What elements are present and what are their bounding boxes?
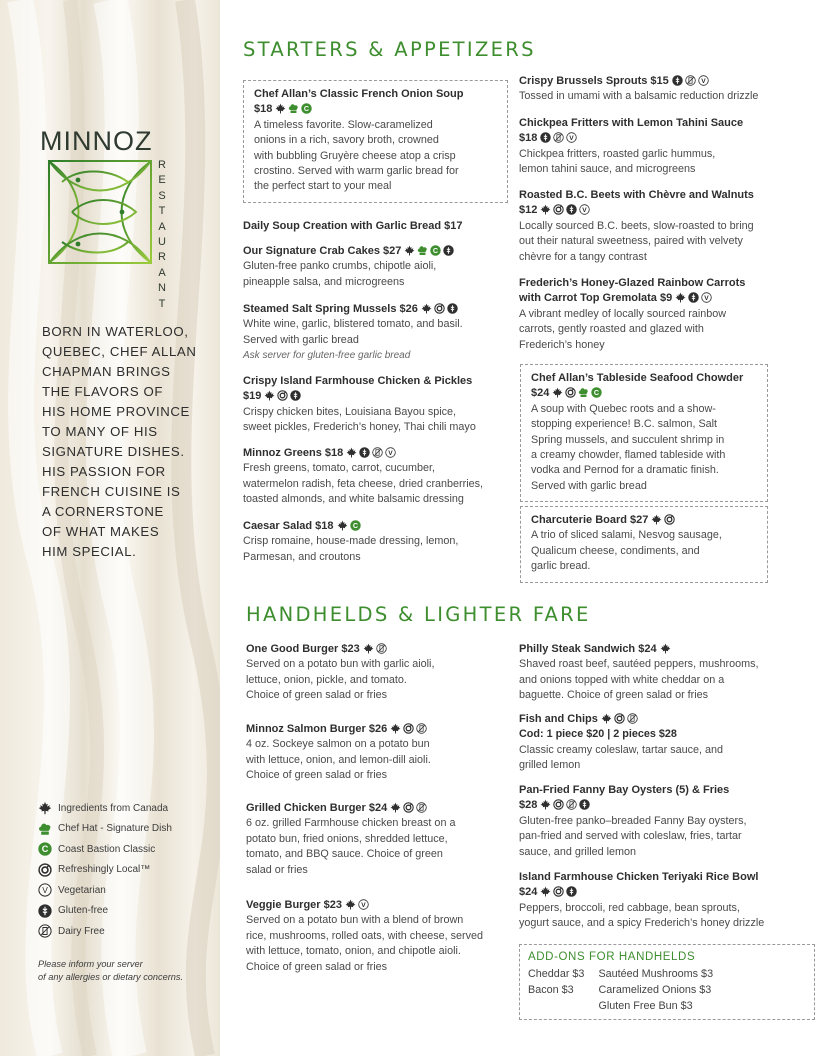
logo-wordmark: MINNOZ [40,126,153,156]
menu-item-teriyaki [519,870,809,932]
refreshingly-local-icon [38,863,52,877]
vegetarian-icon [358,899,369,910]
menu-item-fish-chips [519,712,809,774]
item-name-line: with Carrot Top Gremolata $9 V [519,291,809,306]
diet-icons [390,802,427,813]
diet-icons [540,886,577,897]
item-description [519,657,809,703]
menu-item-burger [246,642,511,704]
item-description [243,534,513,565]
svg-text:V: V [388,449,393,457]
coast-bastion-icon [301,103,312,114]
item-name [246,801,511,816]
item-price: $28 [519,798,809,813]
refreshingly-local-icon [614,713,625,724]
item-name-line: Crispy Island Farmhouse Chicken & Pickles [243,375,473,387]
vegetarian-icon [566,132,577,143]
diet-icons [337,520,361,531]
item-name [519,783,809,814]
diet-icons [601,713,638,724]
item-name [519,74,809,89]
item-name [519,870,809,901]
item-name [254,87,499,118]
maple-leaf-icon [264,390,275,401]
menu-item-daily-soup [243,219,513,234]
maple-leaf-icon [345,899,356,910]
item-name [519,188,809,219]
logo-restaurant-vertical: R E S T A U R A N T [158,159,166,310]
item-description-line: Served on a potato bun with a blend of brown [246,914,464,927]
item-description [243,317,513,348]
fish-logo-icon [48,160,152,264]
vegetarian-icon [698,75,709,86]
item-name [243,446,513,461]
diet-icons [660,643,671,654]
legend-item: Refreshingly Local™ [38,860,218,881]
gluten-free-icon [447,303,458,314]
item-name [519,712,809,727]
icon-legend [38,798,218,942]
maple-leaf-icon [404,245,415,256]
item-name [243,302,513,317]
item-description [519,901,809,932]
gluten-free-icon [38,904,52,918]
item-description [519,89,809,104]
diet-icons [264,390,301,401]
maple-leaf-icon [390,723,401,734]
addon-item: Bacon $3 [528,984,574,996]
item-description-line: vodka and Pernod for a dramatic finish. [531,464,719,477]
item-description-line: rice, mushrooms, rolled oats, with cheese, served [246,929,484,942]
item-description [243,405,513,436]
item-description-line: lemon tahini sauce, and microgreens [519,163,696,176]
item-name-line: Crispy Brussels Sprouts $15 V [519,74,809,89]
menu-item-crab-cakes [243,244,513,290]
gluten-free-icon [540,132,551,143]
item-description [519,814,809,860]
item-description [519,147,809,178]
item-name-line: Veggie Burger $23 V [246,898,516,913]
sidebar-panel [0,0,220,1056]
addons-list [528,967,806,1014]
item-name [246,642,511,657]
svg-text:C: C [41,844,49,855]
diet-icons [346,447,396,458]
item-name [246,722,511,737]
gluten-free-icon [290,390,301,401]
refreshingly-local-icon [434,303,445,314]
svg-text:V: V [569,135,575,143]
item-description-line: crostino. Served with warm garlic bread for [254,165,459,178]
coast-bastion-icon [591,387,602,398]
item-name [243,374,513,405]
refreshingly-local-icon [553,886,564,897]
menu-item-beets [519,188,809,265]
item-price: $18 V [519,131,809,146]
item-size-prices: Cod: 1 piece $20 | 2 pieces $28 [519,728,677,741]
menu-item-chickpea [519,116,809,178]
item-description-line: Choice of green salad or fries [246,689,388,702]
svg-text:V: V [582,207,588,215]
item-description-line: salad or fries [246,863,308,876]
dairy-free-icon [372,447,383,458]
item-description-line: Frederich’s honey [519,338,605,351]
item-description-line: Served on a potato bun with garlic aioli, [246,658,435,671]
gluten-free-icon [566,204,577,215]
item-name [519,116,809,147]
addons-title: ADD-ONS FOR HANDHELDS [528,951,696,963]
item-description-line: onions in a rich, savory broth, crowned [254,134,439,147]
refreshingly-local-icon [664,514,675,525]
menu-item-greens [243,446,513,508]
item-description-line: Gluten-free panko–breaded Fanny Bay oysters, [519,814,747,827]
item-name-line: Daily Soup Creation with Garlic Bread $17 [243,220,463,232]
vegetarian-icon [38,883,52,897]
maple-leaf-icon [38,801,52,815]
maple-leaf-icon [651,514,662,525]
addon-item: Caramelized Onions $3 [598,984,712,996]
svg-text:C: C [352,521,358,530]
item-description-line: chèvre for a tangy contrast [519,250,647,263]
item-description-line: Crisp romaine, house-made dressing, lemon, [243,535,459,548]
item-name-line: Roasted B.C. Beets with Chèvre and Walnuts [519,189,754,201]
item-description-line: A soup with Quebec roots and a show- [531,402,716,415]
item-name [531,371,759,402]
legend-item: Dairy Free [38,921,218,942]
item-description-line: Peppers, broccoli, red cabbage, bean sprouts, [519,901,740,914]
item-description [246,816,511,878]
diet-icons [552,387,602,398]
dairy-free-icon [376,643,387,654]
addons-box [519,944,815,1020]
item-description-line: sauce, and grilled lemon [519,845,637,858]
item-description [243,461,513,507]
item-price: $18 C [254,102,499,117]
item-name-line: Our Signature Crab Cakes $27 C [243,244,513,259]
item-name-line: Charcuterie Board $27 [531,513,759,528]
item-name-line: Caesar Salad $18 C [243,519,513,534]
dairy-free-icon [38,924,52,938]
maple-leaf-icon [540,204,551,215]
svg-text:C: C [433,246,439,255]
vegetarian-icon [701,292,712,303]
item-name-line: Grilled Chicken Burger $24 [246,801,511,816]
item-description-line: watermelon radish, feta cheese, dried cranberries, [243,477,484,490]
item-description-line: A vibrant medley of locally sourced rainbow [519,307,727,320]
item-description-line: out their natural sweetness, paired with velvety [519,235,743,248]
item-description-line: and onions topped with white cheddar on a [519,673,725,686]
item-name [243,519,513,534]
item-description-line: Gluten-free panko crumbs, chipotle aioli, [243,260,437,273]
legend-item: Ingredients from Canada [38,798,218,819]
item-price: $24 C [531,386,759,401]
svg-text:V: V [701,77,706,85]
item-name-line: Steamed Salt Spring Mussels $26 [243,302,513,317]
legend-item: C Coast Bastion Classic [38,839,218,860]
starters-heading: STARTERS & APPETIZERS [243,38,536,61]
item-name-line: Island Farmhouse Chicken Teriyaki Rice Bowl [519,871,759,883]
item-price: $19 [243,389,513,404]
maple-leaf-icon [363,643,374,654]
menu-item-oysters [519,783,809,860]
item-description-line: Tossed in umami with a balsamic reduction drizzle [519,90,759,103]
item-note: Ask server for gluten-free garlic bread [243,350,411,362]
item-description [246,913,516,975]
menu-item-brussels [519,74,809,105]
gluten-free-icon [359,447,370,458]
handhelds-heading: HANDHELDS & LIGHTER FARE [246,603,591,626]
item-name [519,276,809,307]
item-price: $12 V [519,203,809,218]
coast-bastion-icon [430,245,441,256]
diet-icons [672,75,709,86]
refreshingly-local-icon [403,723,414,734]
legend-item: V Vegetarian [38,880,218,901]
refreshingly-local-icon [403,802,414,813]
menu-item-chowder [520,364,768,502]
item-description [246,737,511,783]
item-description-line: A timeless favorite. Slow-caramelized [254,118,433,131]
item-description-line: Shaved roast beef, sautéed peppers, mushrooms, [519,658,759,671]
addon-item: Cheddar $3 [528,968,585,981]
item-name-line: Chef Allan’s Tableside Seafood Chowder [531,372,744,384]
gluten-free-icon [566,886,577,897]
item-name-line: Frederich’s Honey-Glazed Rainbow Carrots [519,277,746,289]
maple-leaf-icon [675,292,686,303]
maple-leaf-icon [346,447,357,458]
allergy-note: Please inform your server of any allergies or dietary concerns. [38,959,184,982]
diet-icons [390,723,427,734]
item-description-line: toasted almonds, and white balsamic dressing [243,493,464,506]
dairy-free-icon [627,713,638,724]
maple-leaf-icon [390,802,401,813]
item-description-line: with lettuce, onion, and lemon-dill aioli. [246,753,431,766]
chef-hat-icon [417,245,428,256]
dairy-free-icon [685,75,696,86]
restaurant-logo [40,126,175,310]
item-description [519,219,809,265]
item-name-line: Minnoz Greens $18 V [243,446,513,461]
item-description-line: Served with garlic bread [531,479,647,492]
diet-icons [404,245,454,256]
dairy-free-icon [416,802,427,813]
dairy-free-icon [566,799,577,810]
item-description-line: potato bun, fried onions, shredded lettuce, [246,832,448,845]
item-description-line: the perfect start to your meal [254,180,392,193]
item-description-line: Served with garlic bread [243,333,359,346]
diet-icons [651,514,675,525]
menu-item-mussels [243,302,513,364]
diet-icons [363,643,387,654]
maple-leaf-icon [540,886,551,897]
item-description-line: Qualicum cheese, condiments, and [531,544,700,557]
item-description [519,307,809,353]
refreshingly-local-icon [553,799,564,810]
item-description-line: a creamy chowder, flamed tableside with [531,449,726,462]
gluten-free-icon [443,245,454,256]
menu-item-caesar [243,519,513,565]
item-description-line: Locally sourced B.C. beets, slow-roasted to bring [519,219,754,232]
svg-text:V: V [704,295,709,303]
item-name [246,898,516,913]
dairy-free-icon [553,132,564,143]
menu-item-salmon-burger [246,722,511,784]
item-description-line: 4 oz. Sockeye salmon on a potato bun [246,738,430,751]
item-description-line: Crispy chicken bites, Louisiana Bayou spice, [243,405,457,418]
item-description [531,402,759,494]
svg-text:C: C [304,105,310,114]
diet-icons [540,132,577,143]
item-name-line: Chickpea Fritters with Lemon Tahini Sauce [519,117,744,129]
item-description-line: lettuce, onion, pickle, and tomato. [246,673,407,686]
diet-icons [540,204,590,215]
gluten-free-icon [688,292,699,303]
item-description-line: pineapple salsa, and microgreens [243,275,405,288]
diet-icons [345,899,369,910]
menu-item-chicken-pickles [243,374,513,436]
diet-icons [540,799,590,810]
item-name [531,513,759,528]
item-description-line: with bubbling Gruyère cheese atop a crisp [254,149,456,162]
item-name-line: Philly Steak Sandwich $24 [519,642,809,657]
item-price: $24 [519,885,809,900]
maple-leaf-icon [660,643,671,654]
item-name [519,642,809,657]
item-description-line: Choice of green salad or fries [246,769,388,782]
item-description-line: yogurt sauce, and a spicy Frederich’s honey drizzle [519,917,765,930]
item-description-line: Classic creamy coleslaw, tartar sauce, and [519,743,724,756]
addon-item: Sautéed Mushrooms $3 [598,968,714,981]
refreshingly-local-icon [553,204,564,215]
item-name-line: Minnoz Salmon Burger $26 [246,722,511,737]
vegetarian-icon [385,447,396,458]
item-name [243,244,513,259]
diet-icons [421,303,458,314]
item-name-line: Fish and Chips [519,712,809,727]
item-name [243,219,513,234]
chef-story: BORN IN WATERLOO, QUEBEC, CHEF ALLAN CHAPMAN BRINGS THE FLAVORS OF HIS HOME PROVINCE TO MANY OF HIS SIGNATURE DISHES. HIS PASSION FOR FRENCH CUISINE IS A CORNERSTONE OF WHAT MAKES HIM SPECIAL. [42,324,197,559]
addons-col [598,967,713,1014]
item-description-line: Spring mussels, and succulent shrimp in [531,433,725,446]
diet-icons [675,292,712,303]
item-description [531,528,759,574]
item-description-line: garlic bread. [531,560,591,573]
item-description-line: White wine, garlic, blistered tomato, and basil. [243,318,463,331]
svg-text:V: V [42,885,48,896]
refreshingly-local-icon [565,387,576,398]
maple-leaf-icon [275,103,286,114]
item-description-line: pan-fried and served with coleslaw, fries, tartar [519,830,742,843]
item-description [519,743,809,774]
item-description-line: stopping experience! B.C. salmon, Salt [531,418,718,431]
svg-text:C: C [594,389,600,398]
addons-col [528,967,584,1014]
menu-item-charcuterie [520,506,768,583]
maple-leaf-icon [540,799,551,810]
menu-item-philly [519,642,809,704]
item-description-line: baguette. Choice of green salad or fries [519,689,709,702]
maple-leaf-icon [601,713,612,724]
maple-leaf-icon [552,387,563,398]
item-description-line: A trio of sliced salami, Nesvog sausage, [531,529,722,542]
coast-bastion-icon [350,520,361,531]
item-description-line: with lettuce, tomato, onion, and chipotle aioli. [246,945,461,958]
chef-hat-icon [38,822,52,836]
menu-item-chicken-burger [246,801,511,878]
item-description-line: Fresh greens, tomato, carrot, cucumber, [243,462,436,475]
diet-icons [275,103,312,114]
item-description-line: Choice of green salad or fries [246,960,388,973]
item-description [254,118,499,195]
gluten-free-icon [579,799,590,810]
chef-hat-icon [578,387,589,398]
item-name-line: One Good Burger $23 [246,642,511,657]
menu-item-carrots [519,276,809,353]
chef-hat-icon [288,103,299,114]
item-description-line: Parmesan, and croutons [243,550,361,563]
menu-item-onion-soup [243,80,508,203]
maple-leaf-icon [421,303,432,314]
item-name-line: Pan-Fried Fanny Bay Oysters (5) & Fries [519,784,730,796]
item-description [243,259,513,290]
refreshingly-local-icon [277,390,288,401]
item-description [246,657,511,703]
item-description-line: tomato, and BBQ sauce. Choice of green [246,848,443,861]
menu-item-veggie-burger [246,898,516,975]
gluten-free-icon [672,75,683,86]
addon-item: Gluten Free Bun $3 [598,999,693,1012]
item-description-line: grilled lemon [519,759,581,772]
legend-item: Chef Hat - Signature Dish [38,819,218,840]
maple-leaf-icon [337,520,348,531]
vegetarian-icon [579,204,590,215]
item-description-line: carrots, gently roasted and glazed with [519,323,704,336]
coast-bastion-icon [38,842,52,856]
legend-item: Gluten-free [38,901,218,922]
item-description-line: 6 oz. grilled Farmhouse chicken breast on a [246,817,456,830]
item-description-line: Chickpea fritters, roasted garlic hummus, [519,147,716,160]
item-description-line: sweet pickles, Frederich’s honey, Thai chili mayo [243,421,476,434]
svg-text:V: V [361,901,366,909]
item-name-line: Chef Allan’s Classic French Onion Soup [254,88,464,100]
dairy-free-icon [416,723,427,734]
